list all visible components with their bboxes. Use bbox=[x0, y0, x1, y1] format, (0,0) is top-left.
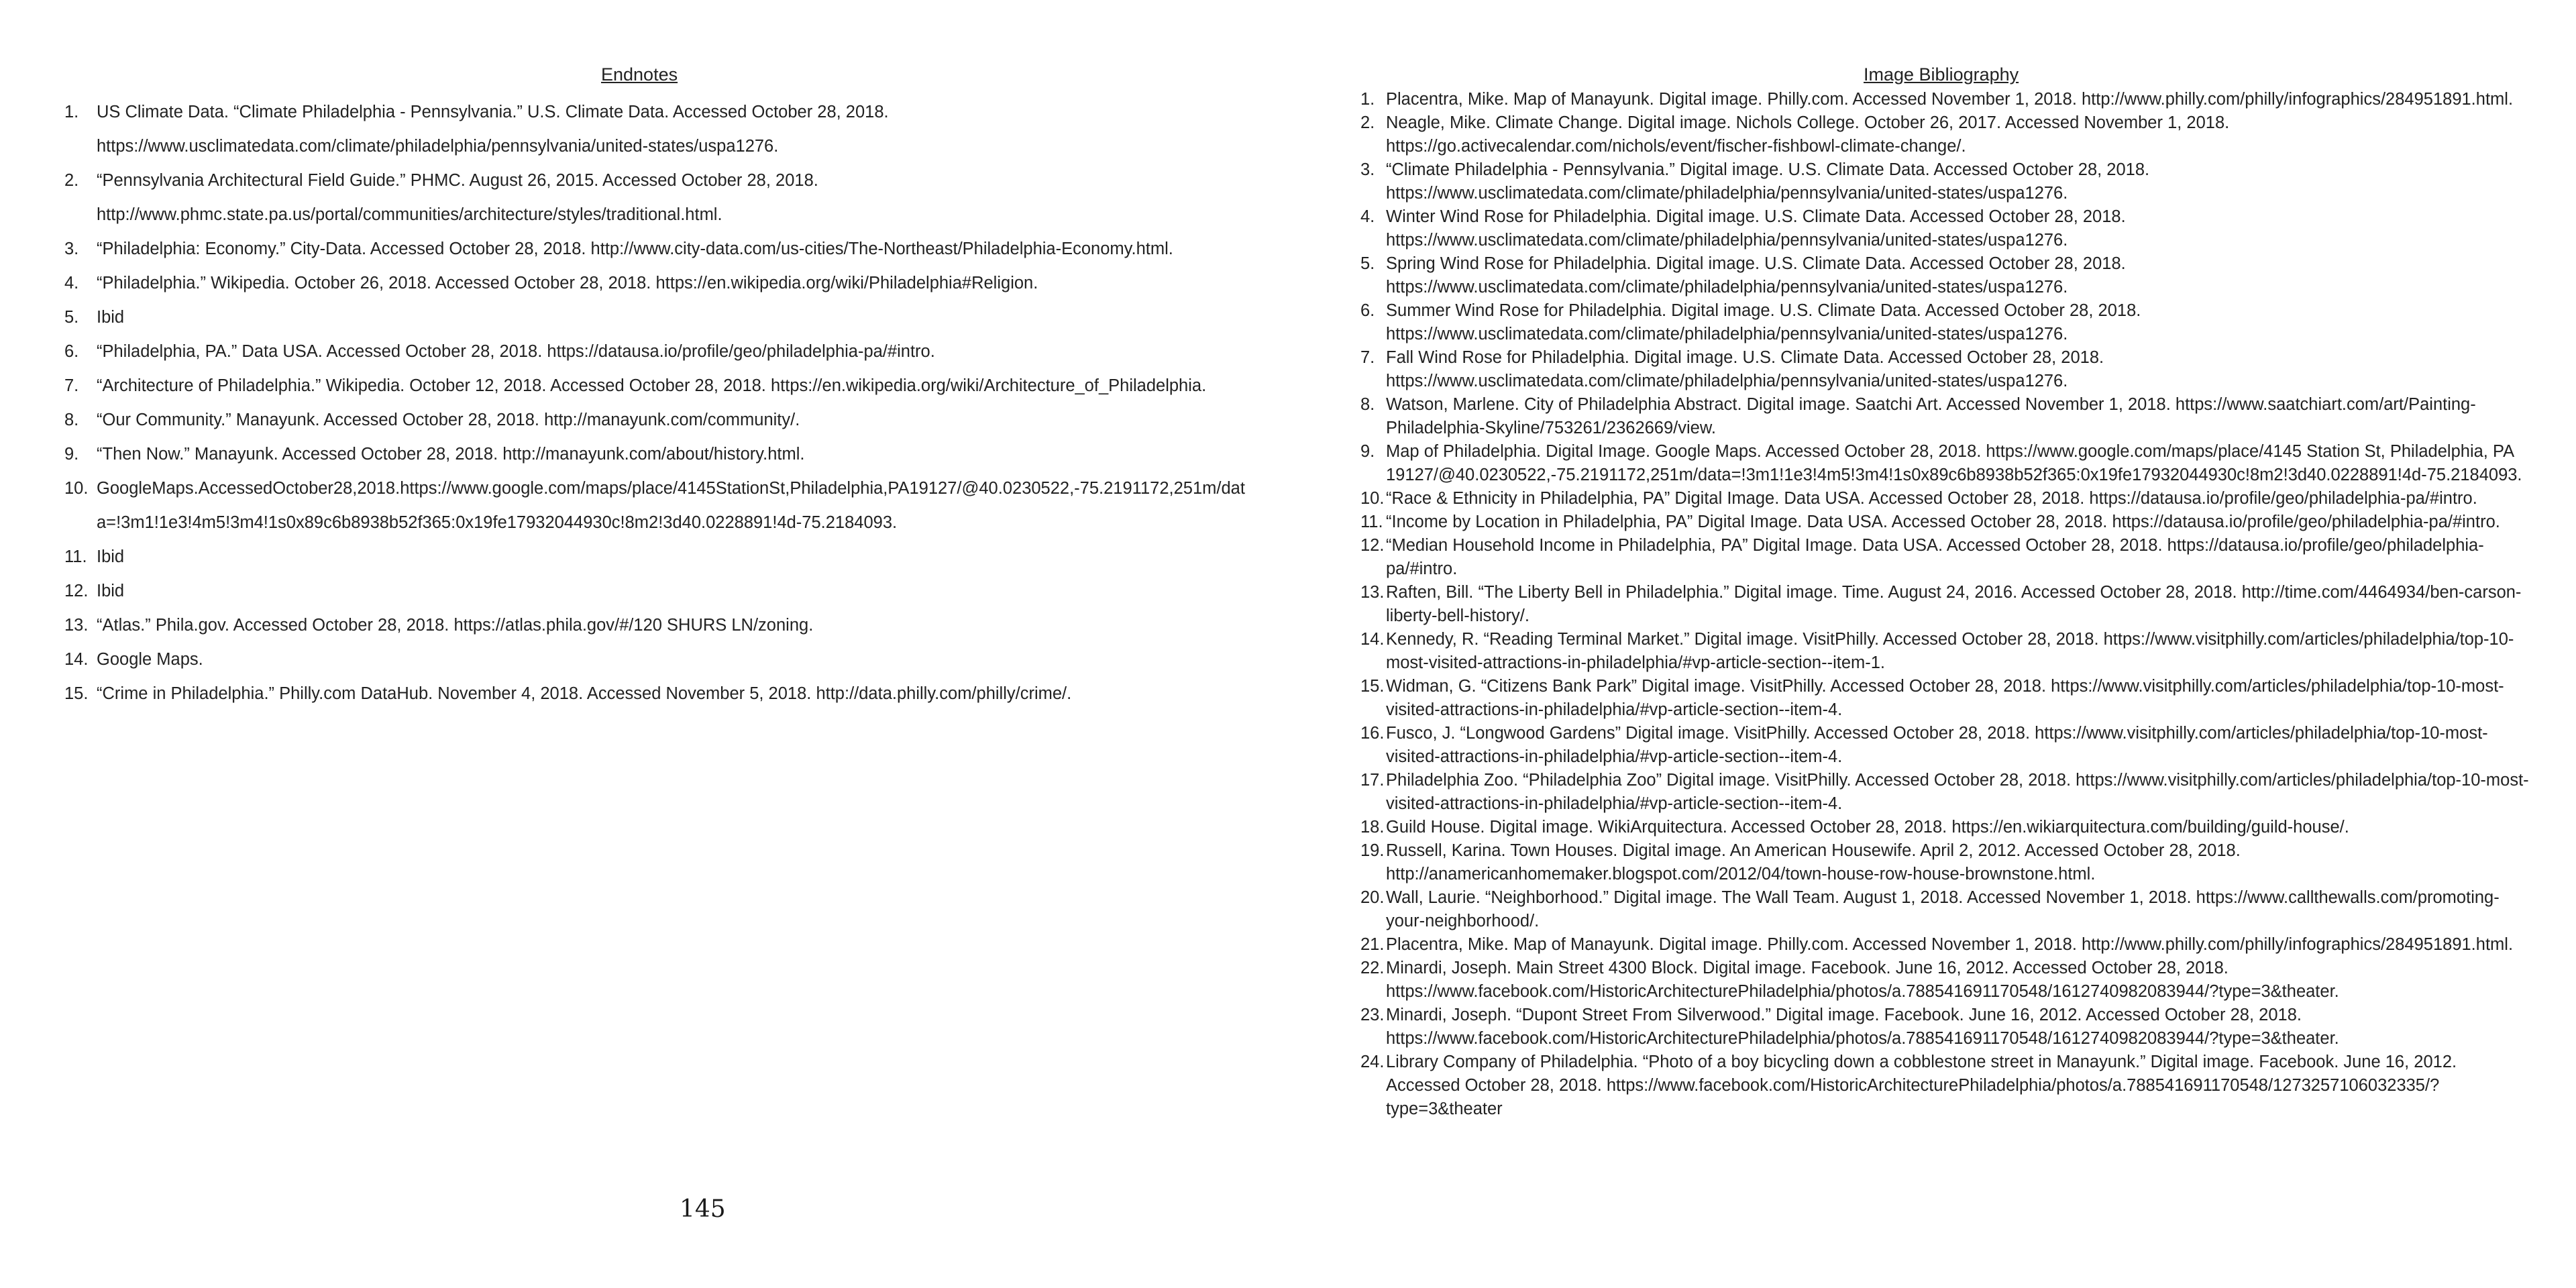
bibliography-item bbox=[1342, 1051, 2529, 1121]
bibliography-item-number: 8. bbox=[1360, 395, 1375, 414]
endnote-item-text: GoogleMaps.AccessedOctober28,2018.https://www.google.com/maps/place/4145StationSt,Philadelphia,PA19127/@40.0230522,-75.2191172,251m/data=!3m1!1e3!4m5!3m4!1s0x89c6b8938b52f365:0x19fe17932044930c!8m2!3d40.0228891!4d-75.2184093. bbox=[97, 479, 1245, 532]
endnote-item bbox=[52, 437, 1246, 472]
bibliography-item bbox=[1342, 440, 2529, 487]
bibliography-item-text: Spring Wind Rose for Philadelphia. Digital image. U.S. Climate Data. Accessed October 28, 2018. https://www.usclimatedata.com/climate/philadelphia/pennsylvania/united-states/uspa1276. bbox=[1386, 254, 2126, 297]
bibliography-item-text: “Climate Philadelphia - Pennsylvania.” Digital image. U.S. Climate Data. Accessed October 28, 2018. https://www.usclimatedata.com/climate/philadelphia/pennsylvania/united-states/uspa1276. bbox=[1386, 160, 2150, 203]
bibliography-item-number: 18. bbox=[1360, 818, 1385, 837]
bibliography-item-text: “Race & Ethnicity in Philadelphia, PA” Digital Image. Data USA. Accessed October 28, 2018. https://datausa.io/profile/geo/philadelphia-pa/#intro. bbox=[1386, 489, 2477, 508]
bibliography-item bbox=[1342, 675, 2529, 722]
bibliography-item-text: Library Company of Philadelphia. “Photo of a boy bicycling down a cobblestone street in Manayunk.” Digital image. Facebook. June 16, 2012. Accessed October 28, 2018. https://www.facebook.com/HistoricArchitecturePhiladelphia/photos/a.788541691170548/1273257106032335/?type=3&theater bbox=[1386, 1053, 2457, 1118]
bibliography-item bbox=[1342, 158, 2529, 205]
bibliography-item-text: Placentra, Mike. Map of Manayunk. Digital image. Philly.com. Accessed November 1, 2018. http://www.philly.com/philly/infographics/284951891.html. bbox=[1386, 935, 2514, 954]
endnote-item bbox=[52, 677, 1246, 711]
bibliography-item bbox=[1342, 722, 2529, 769]
bibliography-item bbox=[1342, 534, 2529, 581]
endnote-item-number: 13. bbox=[64, 616, 89, 635]
bibliography-item bbox=[1342, 346, 2529, 393]
bibliography-item bbox=[1342, 933, 2529, 957]
endnote-item-text: “Philadelphia, PA.” Data USA. Accessed October 28, 2018. https://datausa.io/profile/geo/philadelphia-pa/#intro. bbox=[97, 342, 935, 361]
bibliography-item-text: Guild House. Digital image. WikiArquitectura. Accessed October 28, 2018. https://en.wikiarquitectura.com/building/guild-house/. bbox=[1386, 818, 2349, 837]
bibliography-item-text: Russell, Karina. Town Houses. Digital image. An American Housewife. April 2, 2012. Accessed October 28, 2018. http://anamericanhomemaker.blogspot.com/2012/04/town-house-row-house-brownstone.html. bbox=[1386, 841, 2241, 883]
endnote-item-number: 7. bbox=[64, 376, 79, 395]
bibliography-item-number: 11. bbox=[1360, 513, 1383, 531]
bibliography-item-number: 15. bbox=[1360, 677, 1385, 696]
endnote-item-text: Ibid bbox=[97, 547, 125, 566]
endnote-item-number: 4. bbox=[64, 274, 79, 292]
bibliography-item-number: 23. bbox=[1360, 1006, 1385, 1024]
endnote-item bbox=[52, 266, 1246, 301]
endnotes-title: Endnotes bbox=[601, 64, 678, 85]
endnote-item bbox=[52, 95, 1246, 164]
bibliography-item-number: 22. bbox=[1360, 959, 1385, 977]
bibliography-item bbox=[1342, 628, 2529, 675]
endnote-item-number: 1. bbox=[64, 103, 79, 121]
endnote-item-text: “Philadelphia.” Wikipedia. October 26, 2018. Accessed October 28, 2018. https://en.wikipedia.org/wiki/Philadelphia#Religion. bbox=[97, 274, 1038, 292]
endnotes-list bbox=[52, 95, 1246, 711]
bibliography-item-number: 2. bbox=[1360, 113, 1375, 132]
endnote-item bbox=[52, 608, 1246, 643]
endnote-item-number: 9. bbox=[64, 445, 79, 464]
endnote-item bbox=[52, 574, 1246, 608]
bibliography-item bbox=[1342, 88, 2529, 111]
bibliography-item-text: Minardi, Joseph. Main Street 4300 Block. Digital image. Facebook. June 16, 2012. Accessed October 28, 2018. https://www.facebook.com/HistoricArchitecturePhiladelphia/photos/a.788541691170548/1612740982083944/?type=3&theater. bbox=[1386, 959, 2339, 1001]
bibliography-item-text: Map of Philadelphia. Digital Image. Google Maps. Accessed October 28, 2018. https://www.google.com/maps/place/4145 Station St, Philadelphia, PA 19127/@40.0230522,-75.2191172,251m/data=!3m1!1e3!4m5!3m4!1s0x89c6b8938b52f365:0x19fe17932044930c!8m2!3d40.0228891!4d-75.2184093. bbox=[1386, 442, 2522, 484]
bibliography-item-text: Neagle, Mike. Climate Change. Digital image. Nichols College. October 26, 2017. Accessed November 1, 2018. https://go.activecalendar.com/nichols/event/fischer-fishbowl-climate-change/. bbox=[1386, 113, 2230, 156]
endnote-item-number: 8. bbox=[64, 411, 79, 429]
bibliography-item bbox=[1342, 487, 2529, 511]
bibliography-item-text: Philadelphia Zoo. “Philadelphia Zoo” Digital image. VisitPhilly. Accessed October 28, 2018. https://www.visitphilly.com/articles/philadelphia/top-10-most-visited-attractions-in-philadelphia/#vp-article-section--item-4. bbox=[1386, 771, 2529, 813]
endnote-item-text: Ibid bbox=[97, 582, 125, 600]
endnote-item-number: 12. bbox=[64, 582, 89, 600]
endnote-item-text: “Architecture of Philadelphia.” Wikipedia. October 12, 2018. Accessed October 28, 2018. https://en.wikipedia.org/wiki/Architecture_of_Philadelphia. bbox=[97, 376, 1207, 395]
bibliography-item-number: 6. bbox=[1360, 301, 1375, 320]
bibliography-item-number: 13. bbox=[1360, 583, 1385, 602]
bibliography-item bbox=[1342, 957, 2529, 1004]
bibliography-item-number: 20. bbox=[1360, 888, 1385, 907]
bibliography-item-text: Minardi, Joseph. “Dupont Street From Silverwood.” Digital image. Facebook. June 16, 2012. Accessed October 28, 2018. https://www.facebook.com/HistoricArchitecturePhiladelphia/photos/a.788541691170548/1612740982083944/?type=3&theater. bbox=[1386, 1006, 2339, 1048]
endnote-item-number: 14. bbox=[64, 650, 89, 669]
image-bibliography-list bbox=[1342, 88, 2529, 1121]
endnote-item bbox=[52, 472, 1246, 540]
endnote-item-text: “Crime in Philadelphia.” Philly.com DataHub. November 4, 2018. Accessed November 5, 2018. http://data.philly.com/philly/crime/. bbox=[97, 684, 1072, 703]
bibliography-item-number: 9. bbox=[1360, 442, 1375, 461]
endnote-item-text: “Philadelphia: Economy.” City-Data. Accessed October 28, 2018. http://www.city-data.com/us-cities/The-Northeast/Philadelphia-Economy.html. bbox=[97, 239, 1173, 258]
bibliography-item-number: 3. bbox=[1360, 160, 1375, 179]
bibliography-item bbox=[1342, 111, 2529, 158]
bibliography-item bbox=[1342, 839, 2529, 886]
page-number: 145 bbox=[680, 1195, 726, 1223]
bibliography-item bbox=[1342, 252, 2529, 299]
bibliography-item-number: 16. bbox=[1360, 724, 1385, 743]
bibliography-item-number: 21. bbox=[1360, 935, 1385, 954]
bibliography-item bbox=[1342, 511, 2529, 534]
endnote-item bbox=[52, 403, 1246, 437]
bibliography-item-number: 19. bbox=[1360, 841, 1385, 860]
bibliography-item bbox=[1342, 299, 2529, 346]
bibliography-item-text: Raften, Bill. “The Liberty Bell in Philadelphia.” Digital image. Time. August 24, 2016. Accessed October 28, 2018. http://time.com/4464934/ben-carson-liberty-bell-history/. bbox=[1386, 583, 2522, 625]
bibliography-item-number: 7. bbox=[1360, 348, 1375, 367]
endnote-item-text: “Then Now.” Manayunk. Accessed October 28, 2018. http://manayunk.com/about/history.html. bbox=[97, 445, 805, 464]
bibliography-item-number: 1. bbox=[1360, 90, 1375, 109]
endnote-item-number: 5. bbox=[64, 308, 79, 327]
bibliography-item-text: Widman, G. “Citizens Bank Park” Digital image. VisitPhilly. Accessed October 28, 2018. https://www.visitphilly.com/articles/philadelphia/top-10-most-visited-attractions-in-philadelphia/#vp-article-section--item-4. bbox=[1386, 677, 2504, 719]
endnote-item bbox=[52, 301, 1246, 335]
endnote-item-number: 11. bbox=[64, 547, 87, 566]
endnote-item bbox=[52, 232, 1246, 266]
bibliography-item-number: 4. bbox=[1360, 207, 1375, 226]
bibliography-item bbox=[1342, 205, 2529, 252]
endnote-item-number: 15. bbox=[64, 684, 89, 703]
endnote-item-number: 2. bbox=[64, 171, 79, 190]
bibliography-item-number: 12. bbox=[1360, 536, 1385, 555]
endnote-item bbox=[52, 643, 1246, 677]
bibliography-item bbox=[1342, 886, 2529, 933]
endnote-item-text: US Climate Data. “Climate Philadelphia - Pennsylvania.” U.S. Climate Data. Accessed October 28, 2018. https://www.usclimatedata.com/climate/philadelphia/pennsylvania/united-states/uspa1276. bbox=[97, 103, 889, 156]
image-bibliography-title: Image Bibliography bbox=[1864, 64, 2019, 85]
bibliography-item-text: Fusco, J. “Longwood Gardens” Digital image. VisitPhilly. Accessed October 28, 2018. https://www.visitphilly.com/articles/philadelphia/top-10-most-visited-attractions-in-philadelphia/#vp-article-section--item-4. bbox=[1386, 724, 2488, 766]
bibliography-item-text: Summer Wind Rose for Philadelphia. Digital image. U.S. Climate Data. Accessed October 28, 2018. https://www.usclimatedata.com/climate/philadelphia/pennsylvania/united-states/uspa1276. bbox=[1386, 301, 2141, 343]
bibliography-item bbox=[1342, 816, 2529, 839]
endnote-item bbox=[52, 540, 1246, 574]
endnote-item bbox=[52, 164, 1246, 232]
bibliography-item-text: “Median Household Income in Philadelphia, PA” Digital Image. Data USA. Accessed October 28, 2018. https://datausa.io/profile/geo/philadelphia-pa/#intro. bbox=[1386, 536, 2484, 578]
bibliography-item-number: 10. bbox=[1360, 489, 1385, 508]
bibliography-item-text: Watson, Marlene. City of Philadelphia Abstract. Digital image. Saatchi Art. Accessed November 1, 2018. https://www.saatchiart.com/art/Painting-Philadelphia-Skyline/753261/2362669/view. bbox=[1386, 395, 2476, 437]
bibliography-item-text: Kennedy, R. “Reading Terminal Market.” Digital image. VisitPhilly. Accessed October 28, 2018. https://www.visitphilly.com/articles/philadelphia/top-10-most-visited-attractions-in-philadelphia/#vp-article-section--item-1. bbox=[1386, 630, 2514, 672]
endnote-item-text: Ibid bbox=[97, 308, 125, 327]
bibliography-item-number: 17. bbox=[1360, 771, 1385, 790]
bibliography-item-text: Winter Wind Rose for Philadelphia. Digital image. U.S. Climate Data. Accessed October 28, 2018. https://www.usclimatedata.com/climate/philadelphia/pennsylvania/united-states/uspa1276. bbox=[1386, 207, 2126, 250]
endnote-item-text: “Our Community.” Manayunk. Accessed October 28, 2018. http://manayunk.com/community/. bbox=[97, 411, 800, 429]
bibliography-item-number: 14. bbox=[1360, 630, 1385, 649]
endnote-item bbox=[52, 335, 1246, 369]
bibliography-item-number: 5. bbox=[1360, 254, 1375, 273]
bibliography-item-text: Wall, Laurie. “Neighborhood.” Digital image. The Wall Team. August 1, 2018. Accessed November 1, 2018. https://www.callthewalls.com/promoting-your-neighborhood/. bbox=[1386, 888, 2500, 930]
bibliography-item bbox=[1342, 393, 2529, 440]
bibliography-item-text: Placentra, Mike. Map of Manayunk. Digital image. Philly.com. Accessed November 1, 2018. http://www.philly.com/philly/infographics/284951891.html. bbox=[1386, 90, 2514, 109]
endnote-item bbox=[52, 369, 1246, 403]
endnote-item-number: 6. bbox=[64, 342, 79, 361]
endnote-item-number: 3. bbox=[64, 239, 79, 258]
endnote-item-text: “Pennsylvania Architectural Field Guide.” PHMC. August 26, 2015. Accessed October 28, 2018. http://www.phmc.state.pa.us/portal/communities/architecture/styles/traditional.html. bbox=[97, 171, 818, 224]
bibliography-item bbox=[1342, 769, 2529, 816]
bibliography-item-text: Fall Wind Rose for Philadelphia. Digital image. U.S. Climate Data. Accessed October 28, 2018. https://www.usclimatedata.com/climate/philadelphia/pennsylvania/united-states/uspa1276. bbox=[1386, 348, 2104, 390]
endnote-item-text: “Atlas.” Phila.gov. Accessed October 28, 2018. https://atlas.phila.gov/#/120 SHURS LN/zoning. bbox=[97, 616, 814, 635]
bibliography-item-number: 24. bbox=[1360, 1053, 1385, 1071]
bibliography-item bbox=[1342, 581, 2529, 628]
bibliography-item-text: “Income by Location in Philadelphia, PA” Digital Image. Data USA. Accessed October 28, 2018. https://datausa.io/profile/geo/philadelphia-pa/#intro. bbox=[1386, 513, 2500, 531]
endnote-item-number: 10. bbox=[64, 479, 89, 498]
bibliography-item bbox=[1342, 1004, 2529, 1051]
endnote-item-text: Google Maps. bbox=[97, 650, 203, 669]
